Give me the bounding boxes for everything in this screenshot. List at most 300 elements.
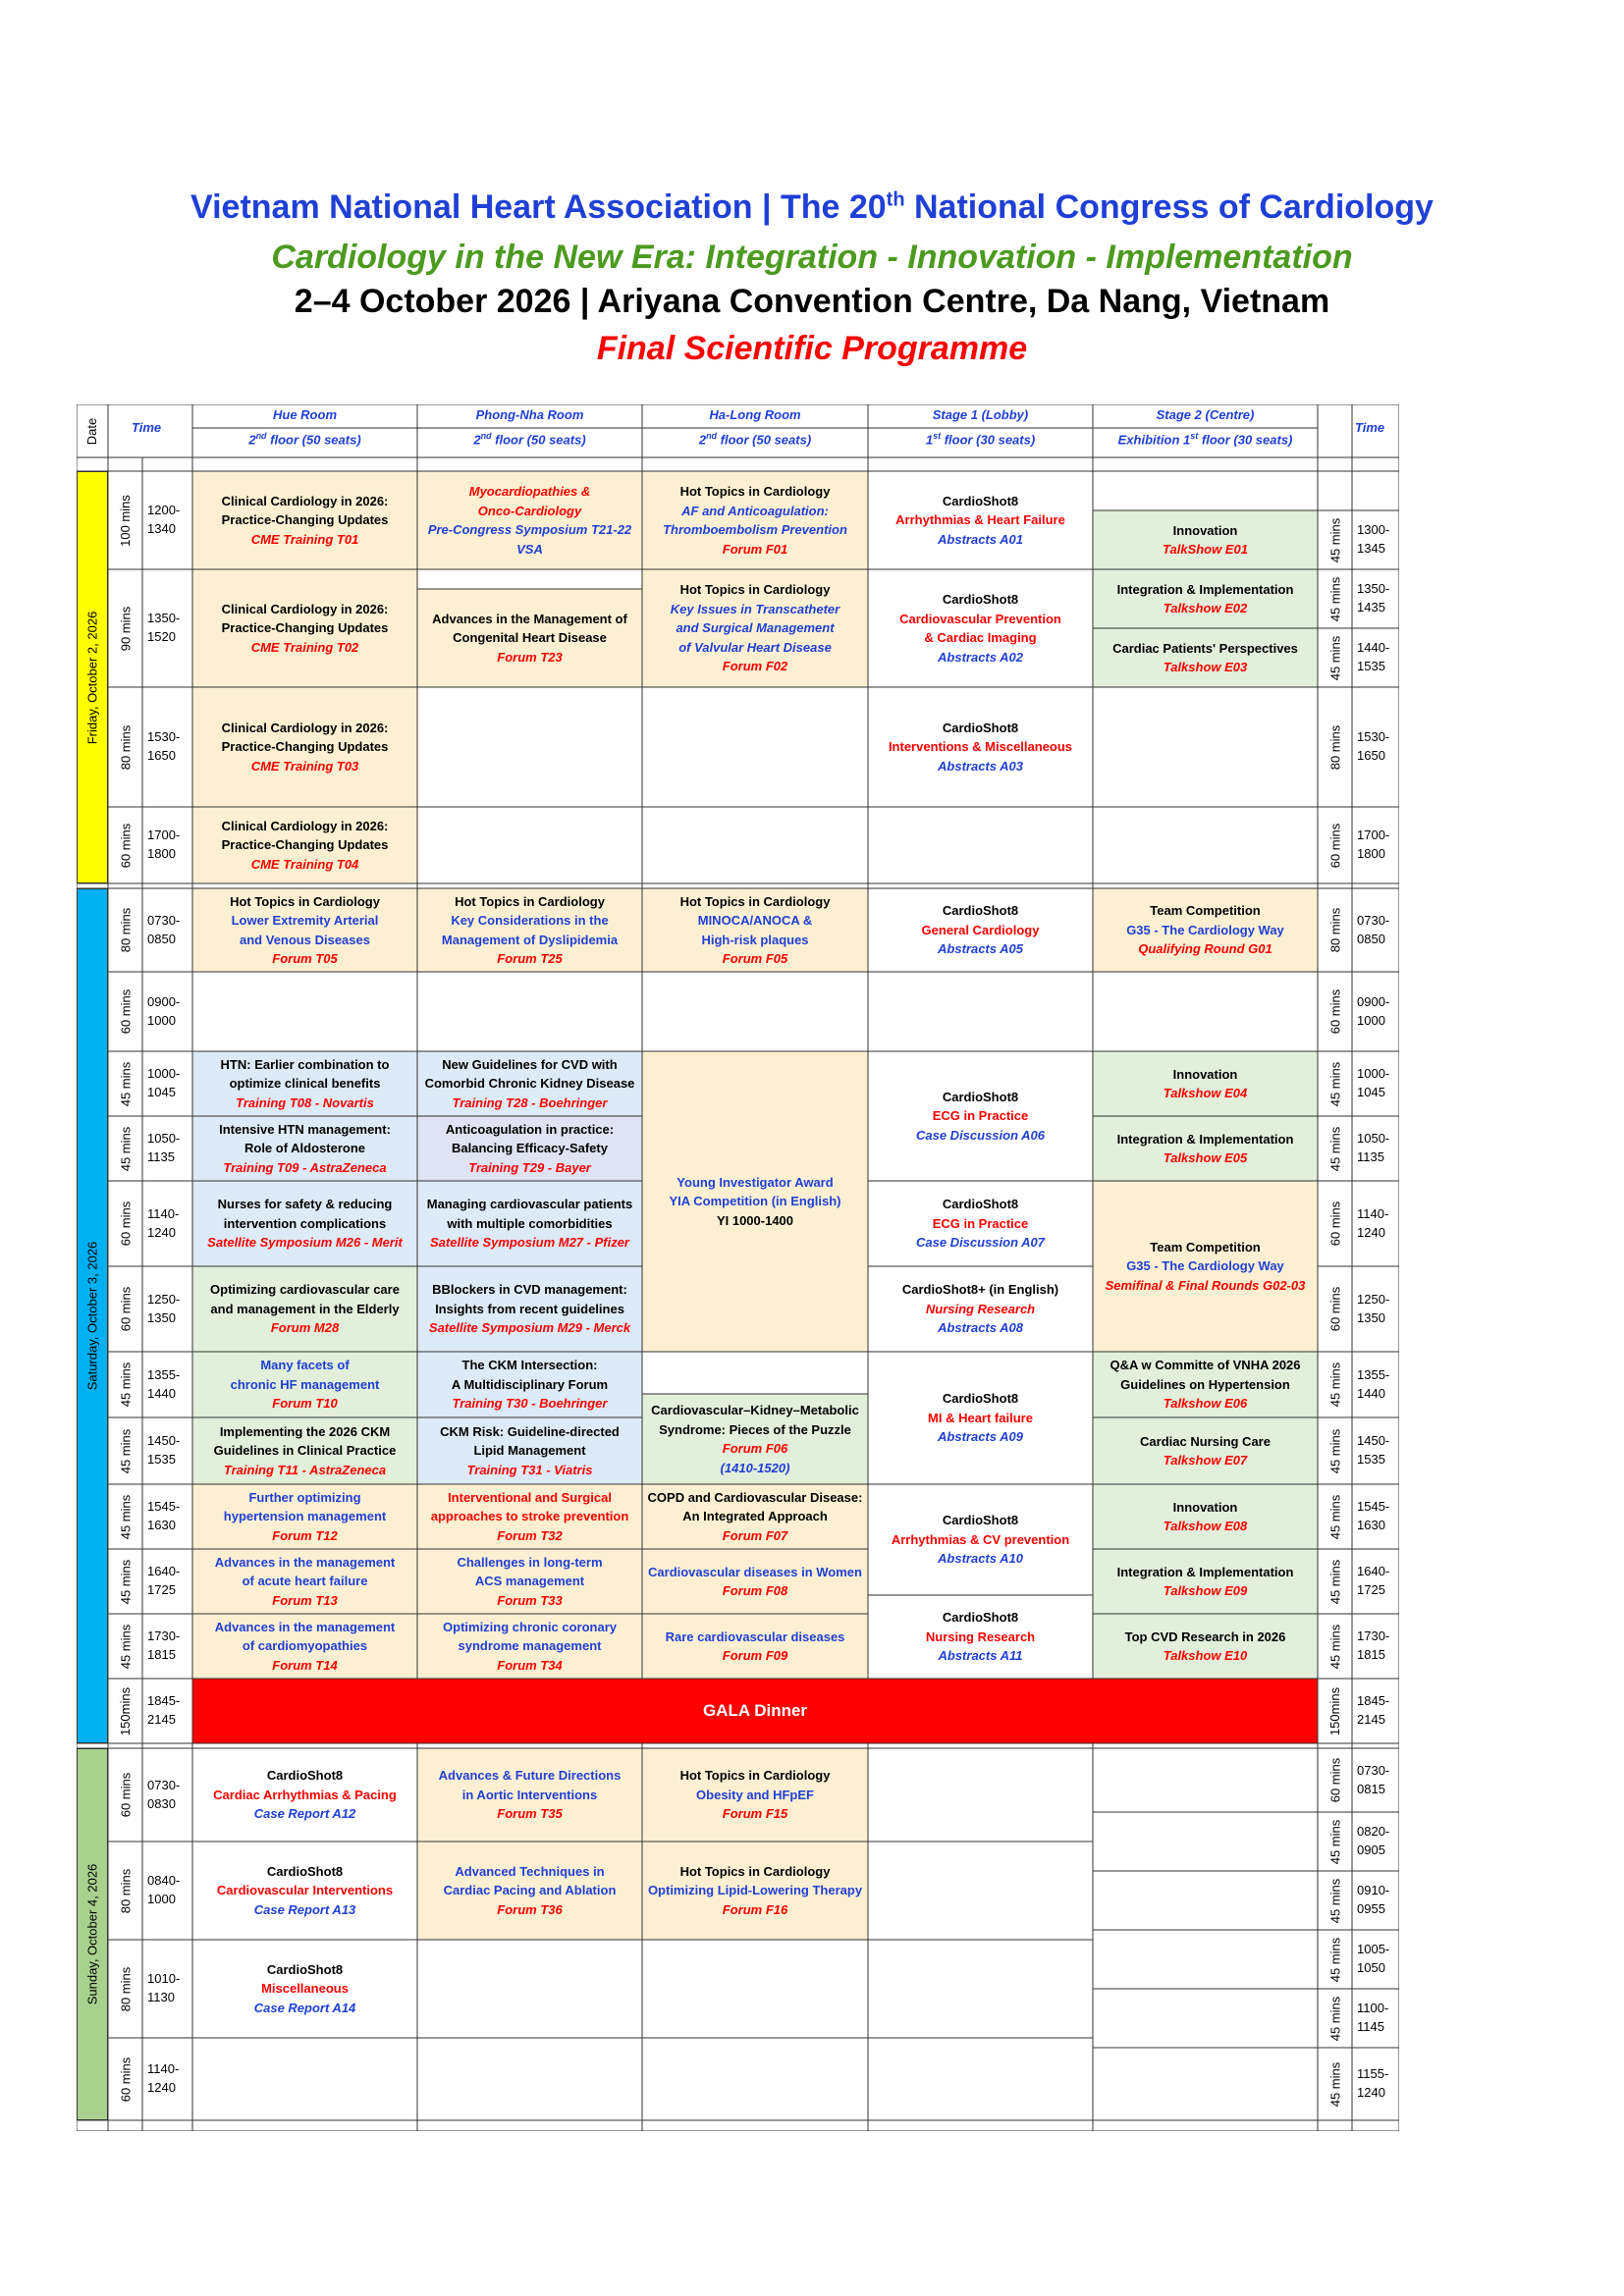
session-line: Optimizing chronic coronary bbox=[443, 1619, 617, 1634]
time-start-right: 1450- bbox=[1357, 1433, 1390, 1449]
time-header-label: Time bbox=[132, 420, 162, 435]
day-label-text: Sunday, October 4, 2026 bbox=[84, 1863, 100, 2005]
room-name-label: Phong-Nha Room bbox=[475, 407, 584, 422]
session bbox=[642, 569, 868, 687]
session bbox=[868, 569, 1093, 687]
time-label-right bbox=[1352, 1352, 1399, 1417]
session bbox=[868, 1484, 1093, 1595]
time-start: 1700- bbox=[147, 828, 181, 843]
session-line: Obesity and HFpEF bbox=[696, 1787, 814, 1802]
session-line: Satellite Symposium M27 - Pfizer bbox=[429, 1235, 629, 1251]
duration-text-right: 60 mins bbox=[1327, 1201, 1342, 1247]
session-line: Case Report A12 bbox=[253, 1806, 356, 1822]
session-line: Abstracts A02 bbox=[938, 649, 1023, 665]
session-line: YI 1000-1400 bbox=[716, 1212, 794, 1228]
time-start: 1200- bbox=[147, 503, 181, 518]
time-end-right: 1650 bbox=[1357, 748, 1385, 763]
spacer-cell bbox=[142, 457, 192, 471]
time-start-right: 0900- bbox=[1357, 993, 1390, 1009]
duration-text: 45 mins bbox=[118, 1494, 133, 1539]
session-line: Talkshow E03 bbox=[1163, 660, 1248, 674]
time-label bbox=[142, 1549, 192, 1614]
time-end-right: 1135 bbox=[1357, 1149, 1384, 1164]
session-line: CME Training T03 bbox=[250, 758, 359, 774]
session-line: Anticoagulation in practice: bbox=[445, 1121, 615, 1137]
time-label-right bbox=[1352, 1614, 1399, 1679]
duration-label-right bbox=[1318, 1549, 1352, 1614]
session-line: Forum F09 bbox=[722, 1648, 788, 1663]
duration-text-right: 45 mins bbox=[1327, 517, 1342, 562]
duration-cell-empty bbox=[1318, 471, 1352, 510]
time-start-right: 0820- bbox=[1357, 1824, 1390, 1840]
empty-slot bbox=[868, 1748, 1093, 1842]
session-line: CardioShot8 bbox=[942, 1610, 1019, 1626]
empty-slot bbox=[642, 972, 868, 1051]
floor-sup: nd bbox=[706, 431, 718, 441]
time-start: 1355- bbox=[147, 1366, 181, 1382]
duration-label-right bbox=[1318, 1417, 1352, 1484]
time-start-right: 0730- bbox=[1357, 912, 1390, 928]
floor-pre: 1 bbox=[925, 432, 934, 448]
session bbox=[1093, 1417, 1318, 1484]
empty-slot bbox=[417, 972, 642, 1051]
session-line: Advances in the management bbox=[214, 1619, 396, 1634]
empty-slot bbox=[417, 1940, 642, 2038]
session-line: Forum T36 bbox=[497, 1901, 563, 1917]
session-line: intervention complications bbox=[223, 1215, 387, 1231]
session bbox=[192, 569, 417, 687]
session bbox=[642, 471, 868, 569]
session-line: Lipid Management bbox=[473, 1443, 586, 1459]
session-line: Clinical Cardiology in 2026: bbox=[221, 818, 389, 833]
session-line: Forum F01 bbox=[722, 541, 788, 557]
session-line: Hot Topics in Cardiology bbox=[679, 1863, 831, 1879]
session-line: CardioShot8 bbox=[266, 1863, 344, 1879]
room-floor bbox=[1093, 431, 1318, 450]
session-line: Hot Topics in Cardiology bbox=[230, 893, 380, 909]
empty-slot bbox=[1093, 807, 1318, 883]
time-end-right: 1345 bbox=[1357, 541, 1385, 556]
time-start: 1000- bbox=[147, 1066, 181, 1082]
session-line: Guidelines on Hypertension bbox=[1120, 1376, 1290, 1392]
session-line: AF and Anticoagulation: bbox=[681, 503, 829, 518]
time-start-right: 1350- bbox=[1357, 581, 1390, 597]
time-start-right: 1100- bbox=[1357, 2001, 1389, 2016]
session-line: Training T08 - Novartis bbox=[236, 1095, 374, 1110]
time-end-right: 0905 bbox=[1357, 1842, 1385, 1857]
session bbox=[868, 1181, 1093, 1266]
session-line: Forum T10 bbox=[272, 1396, 338, 1412]
session-line: MI & Heart failure bbox=[928, 1410, 1033, 1425]
time-label-right bbox=[1352, 687, 1399, 807]
session bbox=[417, 1116, 642, 1181]
session-line: Training T28 - Boehringer bbox=[452, 1095, 608, 1110]
session bbox=[192, 1181, 417, 1266]
session-line: Case Discussion A07 bbox=[915, 1235, 1046, 1251]
session-line: Case Report A13 bbox=[253, 1901, 356, 1917]
session-line: CME Training T01 bbox=[250, 531, 359, 547]
duration-label bbox=[108, 1940, 142, 2038]
time-end: 1520 bbox=[147, 629, 176, 644]
duration-label bbox=[108, 1352, 142, 1417]
session-line: Advances & Future Directions bbox=[438, 1768, 622, 1784]
session bbox=[1093, 628, 1318, 687]
session-line: Cardiac Patients' Perspectives bbox=[1112, 640, 1298, 656]
session-line: Advanced Techniques in bbox=[455, 1863, 605, 1879]
duration-text-right: 60 mins bbox=[1327, 1286, 1342, 1332]
empty-slot bbox=[1093, 471, 1318, 510]
empty-slot bbox=[1093, 687, 1318, 807]
session bbox=[868, 471, 1093, 569]
session-line: Case Report A14 bbox=[253, 2000, 356, 2015]
session-line: with multiple comorbidities bbox=[447, 1215, 613, 1231]
session-line: Nurses for safety & reducing bbox=[217, 1197, 393, 1212]
time-label-right bbox=[1352, 972, 1399, 1051]
time-start-right: 1300- bbox=[1357, 522, 1390, 538]
time-end-right: 1800 bbox=[1357, 846, 1385, 861]
session bbox=[417, 1614, 642, 1679]
session-line: Intensive HTN management: bbox=[219, 1121, 391, 1137]
day-label bbox=[77, 1748, 108, 2120]
duration-label bbox=[108, 1116, 142, 1181]
session-line: MINOCA/ANOCA & bbox=[697, 913, 813, 928]
session-line: Arrhythmias & Heart Failure bbox=[895, 512, 1065, 528]
session-line: ECG in Practice bbox=[932, 1108, 1029, 1124]
time-end-right: 1440 bbox=[1357, 1385, 1385, 1401]
time-start-right: 1845- bbox=[1357, 1693, 1390, 1709]
session-line: Insights from recent guidelines bbox=[435, 1301, 624, 1316]
session-line: Guidelines in Clinical Practice bbox=[213, 1443, 397, 1459]
room-name-label: Ha-Long Room bbox=[709, 407, 801, 422]
session-line: of Valvular Heart Disease bbox=[678, 639, 832, 655]
separator-cell bbox=[1352, 2120, 1399, 2131]
session-line: Training T11 - AstraZeneca bbox=[223, 1462, 387, 1477]
empty-slot bbox=[417, 2038, 642, 2120]
empty-slot bbox=[1093, 972, 1318, 1051]
session bbox=[868, 1051, 1093, 1181]
empty-slot bbox=[642, 1352, 868, 1394]
time-start: 1640- bbox=[147, 1564, 181, 1579]
empty-slot bbox=[192, 2038, 417, 2120]
room-name-label: Stage 2 (Centre) bbox=[1156, 407, 1255, 422]
time-label-right bbox=[1352, 1679, 1399, 1743]
session-line: Forum T14 bbox=[272, 1657, 338, 1673]
duration-text: 60 mins bbox=[118, 1286, 133, 1332]
session-line: and management in the Elderly bbox=[210, 1301, 400, 1316]
empty-slot bbox=[1093, 1989, 1318, 2048]
session-line: syndrome management bbox=[458, 1638, 602, 1654]
session bbox=[192, 1748, 417, 1842]
room-floor bbox=[192, 431, 417, 450]
duration-label-right bbox=[1318, 1812, 1352, 1871]
room-name-label: Hue Room bbox=[273, 407, 337, 422]
empty-slot bbox=[868, 1842, 1093, 1940]
session-line: Lower Extremity Arterial bbox=[231, 913, 379, 928]
time-label-right bbox=[1352, 628, 1399, 687]
spacer-cell bbox=[417, 457, 642, 471]
session-line: Cardiovascular diseases in Women bbox=[648, 1564, 862, 1579]
time-start: 0730- bbox=[147, 912, 181, 928]
empty-slot bbox=[1093, 2048, 1318, 2120]
empty-slot bbox=[1093, 1930, 1318, 1989]
session bbox=[1093, 1051, 1318, 1116]
session-line: The CKM Intersection: bbox=[461, 1358, 598, 1373]
session bbox=[642, 1394, 868, 1484]
session-line: Forum T35 bbox=[497, 1806, 563, 1822]
session-line: CardioShot8 bbox=[942, 1197, 1019, 1212]
day-label-text: Friday, October 2, 2026 bbox=[84, 611, 100, 744]
time-end: 1815 bbox=[147, 1647, 176, 1662]
session-line: HTN: Earlier combination to bbox=[220, 1056, 390, 1072]
duration-text: 45 mins bbox=[118, 1126, 133, 1171]
session-line: Integration & Implementation bbox=[1116, 1564, 1294, 1579]
time-label bbox=[142, 1614, 192, 1679]
time-start: 1050- bbox=[147, 1131, 181, 1147]
session-line: Optimizing cardiovascular care bbox=[210, 1282, 400, 1298]
session-line: Young Investigator Award bbox=[677, 1174, 834, 1190]
time-label-right bbox=[1352, 1181, 1399, 1266]
time-end: 1130 bbox=[147, 1990, 175, 2004]
session-line: Forum T33 bbox=[497, 1592, 563, 1608]
session-line: Cardiac Arrhythmias & Pacing bbox=[213, 1787, 397, 1802]
congress-title bbox=[0, 188, 1624, 227]
session-line: Practice-Changing Updates bbox=[221, 837, 389, 853]
duration-text: 80 mins bbox=[118, 724, 133, 770]
time-cell-empty bbox=[1352, 471, 1399, 510]
session bbox=[192, 1484, 417, 1549]
session-line: Nursing Research bbox=[925, 1629, 1036, 1644]
separator-cell bbox=[142, 2120, 192, 2131]
session-line: New Guidelines for CVD with bbox=[442, 1056, 618, 1072]
duration-text-right: 45 mins bbox=[1327, 576, 1342, 621]
time-start: 1450- bbox=[147, 1433, 181, 1449]
session bbox=[1093, 569, 1318, 628]
spacer-cell bbox=[1093, 457, 1318, 471]
session-line: G35 - The Cardiology Way bbox=[1126, 922, 1284, 937]
floor-sup: nd bbox=[255, 431, 267, 441]
floor-pre: 2 bbox=[473, 432, 481, 448]
separator-cell bbox=[1093, 1743, 1318, 1748]
separator-cell bbox=[77, 2120, 108, 2131]
duration-label bbox=[108, 888, 142, 972]
session bbox=[1093, 888, 1318, 972]
spacer-cell bbox=[868, 457, 1093, 471]
spacer-cell bbox=[1352, 457, 1399, 471]
session bbox=[642, 1549, 868, 1614]
duration-label-right bbox=[1318, 1266, 1352, 1352]
duration-label-right bbox=[1318, 1051, 1352, 1116]
duration-label bbox=[108, 1679, 142, 1743]
session-line: hypertension management bbox=[223, 1509, 387, 1524]
time-end: 1240 bbox=[147, 1224, 176, 1240]
floor-sup: nd bbox=[480, 431, 492, 441]
session bbox=[192, 1614, 417, 1679]
session-line: Forum M28 bbox=[270, 1320, 340, 1336]
session-line: Training T29 - Bayer bbox=[468, 1159, 591, 1175]
session-line: Syndrome: Pieces of the Puzzle bbox=[659, 1421, 851, 1437]
time-header-right-label: Time bbox=[1355, 420, 1385, 435]
session-line: General Cardiology bbox=[921, 922, 1040, 937]
session-line: CardioShot8 bbox=[942, 903, 1019, 919]
session-line: Cardiovascular–Kidney–Metabolic bbox=[651, 1403, 859, 1417]
duration-label-right bbox=[1318, 972, 1352, 1051]
session-line: Balancing Efficacy-Safety bbox=[452, 1141, 608, 1156]
duration-text-right: 45 mins bbox=[1327, 1937, 1342, 1982]
room-floor bbox=[417, 431, 642, 450]
session-line: Advances in the management bbox=[214, 1554, 396, 1570]
session-line: Optimizing Lipid-Lowering Therapy bbox=[647, 1883, 863, 1898]
time-label-right bbox=[1352, 1871, 1399, 1930]
session-line: Forum F05 bbox=[722, 951, 788, 966]
session-line: Forum T12 bbox=[272, 1527, 338, 1543]
duration-label-right bbox=[1318, 2048, 1352, 2120]
time-label bbox=[142, 471, 192, 569]
duration-text: 80 mins bbox=[118, 1868, 133, 1913]
duration-text: 60 mins bbox=[118, 1201, 133, 1247]
spacer-cell bbox=[77, 457, 108, 471]
session-line: Talkshow E10 bbox=[1163, 1648, 1248, 1663]
session-line: CME Training T02 bbox=[250, 639, 359, 655]
time-start: 1140- bbox=[147, 1205, 180, 1221]
time-start-right: 1250- bbox=[1357, 1291, 1390, 1307]
duration-text: 60 mins bbox=[118, 823, 133, 868]
separator-cell bbox=[192, 2120, 417, 2131]
session-line: Case Discussion A06 bbox=[915, 1127, 1046, 1143]
session-line: Talkshow E06 bbox=[1163, 1396, 1248, 1412]
duration-label bbox=[108, 1181, 142, 1266]
time-start: 0840- bbox=[147, 1873, 181, 1889]
time-label-right bbox=[1352, 1549, 1399, 1614]
time-end: 1135 bbox=[147, 1149, 175, 1164]
duration-label bbox=[108, 807, 142, 883]
session-line: Abstracts A03 bbox=[938, 758, 1023, 774]
floor-sup: st bbox=[933, 431, 942, 441]
session bbox=[192, 1051, 417, 1116]
session-line: Practice-Changing Updates bbox=[221, 620, 389, 636]
session-line: ACS management bbox=[474, 1574, 585, 1589]
time-start: 0900- bbox=[147, 993, 181, 1009]
time-label bbox=[142, 687, 192, 807]
time-end-right: 1535 bbox=[1357, 659, 1385, 673]
session-line: approaches to stroke prevention bbox=[430, 1509, 629, 1524]
header-time bbox=[132, 420, 192, 438]
session bbox=[642, 1614, 868, 1679]
session-line: Many facets of bbox=[260, 1358, 350, 1373]
duration-label-right bbox=[1318, 1181, 1352, 1266]
time-end: 1800 bbox=[147, 846, 176, 861]
session bbox=[1093, 1116, 1318, 1181]
empty-slot bbox=[642, 1940, 868, 2038]
floor-post: floor (50 seats) bbox=[266, 432, 361, 448]
session-line: CardioShot8 bbox=[266, 1961, 344, 1977]
session-line: of acute heart failure bbox=[242, 1574, 368, 1589]
session bbox=[192, 1352, 417, 1417]
time-label bbox=[142, 1748, 192, 1842]
session-line: Abstracts A10 bbox=[938, 1551, 1023, 1567]
session-line: Abstracts A08 bbox=[938, 1320, 1023, 1336]
time-end-right: 1535 bbox=[1357, 1452, 1385, 1467]
time-start-right: 1005- bbox=[1357, 1942, 1390, 1957]
session-line: G35 - The Cardiology Way bbox=[1126, 1258, 1284, 1274]
session-line: Arrhythmias & CV prevention bbox=[891, 1531, 1070, 1547]
session-line: Myocardiopathies & bbox=[468, 484, 591, 499]
session-line: Onco-Cardiology bbox=[477, 503, 582, 518]
time-end-right: 1350 bbox=[1357, 1309, 1385, 1325]
room-name bbox=[642, 407, 868, 424]
time-end-right: 2145 bbox=[1357, 1712, 1385, 1727]
room-name-label: Stage 1 (Lobby) bbox=[932, 407, 1029, 422]
session bbox=[868, 888, 1093, 972]
time-end: 1725 bbox=[147, 1582, 176, 1597]
session-line: Implementing the 2026 CKM bbox=[219, 1423, 391, 1439]
time-start-right: 1440- bbox=[1357, 640, 1390, 656]
session-line: CardioShot8 bbox=[942, 1391, 1019, 1407]
session-line: Cardiovascular Prevention bbox=[899, 611, 1061, 626]
session-line: optimize clinical benefits bbox=[229, 1076, 381, 1092]
session bbox=[417, 888, 642, 972]
separator-cell bbox=[868, 2120, 1093, 2131]
duration-label-right bbox=[1318, 1679, 1352, 1743]
session-line: Advances in the Management of bbox=[432, 611, 627, 626]
session-line: and Venous Diseases bbox=[240, 932, 370, 947]
time-label-right bbox=[1352, 1266, 1399, 1352]
time-end: 0830 bbox=[147, 1795, 176, 1811]
duration-label bbox=[108, 1614, 142, 1679]
time-label-right bbox=[1352, 1116, 1399, 1181]
session bbox=[192, 888, 417, 972]
time-start: 0730- bbox=[147, 1777, 181, 1792]
duration-label bbox=[108, 1417, 142, 1484]
session-line: Management of Dyslipidemia bbox=[441, 932, 619, 947]
session-line: Thromboembolism Prevention bbox=[663, 522, 847, 537]
session-line: Talkshow E09 bbox=[1163, 1583, 1248, 1598]
time-label bbox=[142, 1352, 192, 1417]
time-label-right bbox=[1352, 888, 1399, 972]
duration-text: 80 mins bbox=[118, 907, 133, 953]
duration-text-right: 60 mins bbox=[1327, 1757, 1342, 1803]
empty-slot bbox=[417, 687, 642, 807]
session-line: Talkshow E07 bbox=[1163, 1453, 1248, 1468]
session-line: Pre-Congress Symposium T21-22 bbox=[427, 522, 632, 537]
session-line: CardioShot8 bbox=[942, 493, 1019, 508]
session-line: Cardiac Pacing and Ablation bbox=[443, 1883, 617, 1898]
floor-post: floor (30 seats) bbox=[1198, 432, 1293, 448]
session-line: and Surgical Management bbox=[676, 620, 835, 636]
session bbox=[417, 1842, 642, 1940]
duration-text: 45 mins bbox=[118, 1428, 133, 1473]
duration-text: 45 mins bbox=[118, 1061, 133, 1106]
session bbox=[417, 1266, 642, 1352]
time-end-right: 0955 bbox=[1357, 1901, 1385, 1916]
duration-text-right: 60 mins bbox=[1327, 988, 1342, 1035]
session-line: Talkshow E05 bbox=[1163, 1150, 1248, 1165]
duration-label bbox=[108, 471, 142, 569]
session-line: Forum T23 bbox=[497, 649, 563, 665]
duration-text: 45 mins bbox=[118, 1624, 133, 1669]
session-line: Team Competition bbox=[1150, 1239, 1261, 1255]
time-end: 1350 bbox=[147, 1309, 176, 1325]
duration-label-right bbox=[1318, 569, 1352, 628]
time-label-right bbox=[1352, 1748, 1399, 1812]
duration-label-right bbox=[1318, 1614, 1352, 1679]
duration-label bbox=[108, 1842, 142, 1940]
duration-label-right bbox=[1318, 888, 1352, 972]
session bbox=[1093, 1181, 1318, 1352]
session-line: Practice-Changing Updates bbox=[221, 739, 389, 755]
duration-text-right: 45 mins bbox=[1327, 635, 1342, 680]
time-end-right: 1240 bbox=[1357, 2085, 1385, 2100]
time-label bbox=[142, 888, 192, 972]
